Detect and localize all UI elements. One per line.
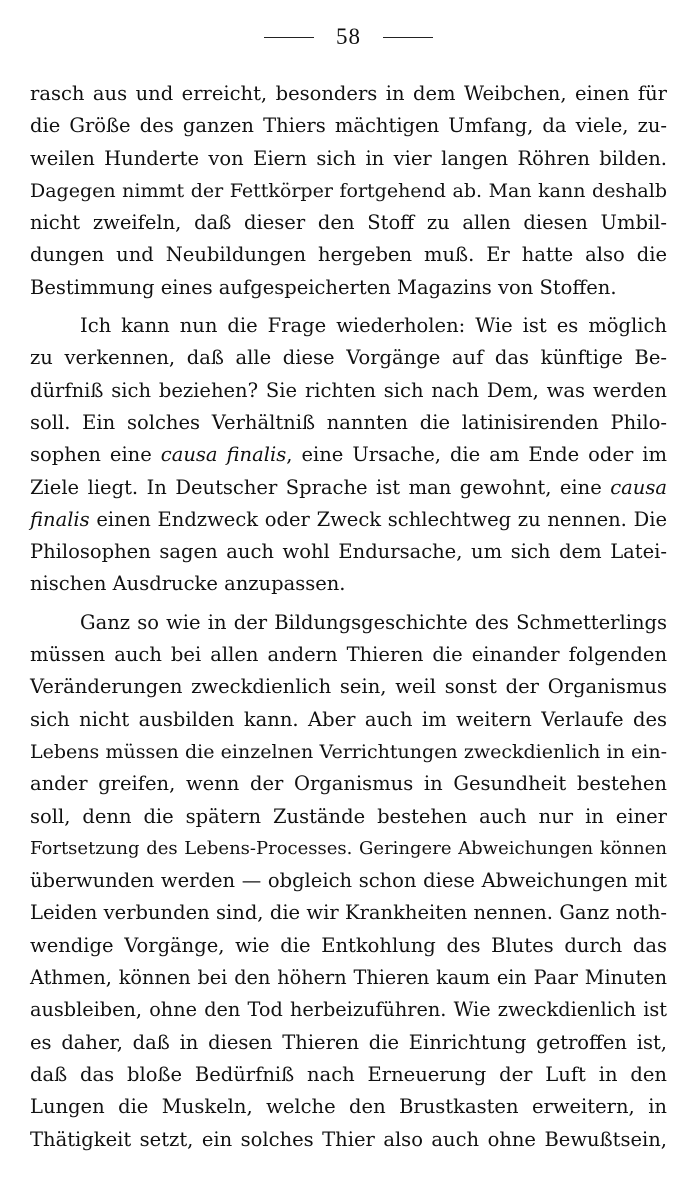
text-line-mixed <box>30 504 667 536</box>
text-line: überwunden werden — obgleich schon diese Abweichungen mit <box>30 869 667 893</box>
text-line: daß das bloße Bedürfniß nach Erneuerung der Luft in den <box>30 1062 667 1086</box>
body-text <box>30 78 667 1156</box>
page-header <box>0 22 697 52</box>
latin-term: finalis <box>30 507 90 531</box>
text-line: ander greifen, wenn der Organismus in Gesundheit bestehen <box>30 772 667 796</box>
header-rule-left <box>264 37 314 38</box>
text-line: soll. Ein solches Verhältniß nannten die latinisirenden Philo- <box>30 410 667 434</box>
text-line: Veränderungen zweckdienlich sein, weil sonst der Organismus <box>30 675 667 699</box>
text-line: Philosophen sagen auch wohl Endursache, um sich dem Latei- <box>30 540 667 564</box>
text-segment: Ziele liegt. In Deutscher Sprache ist man gewohnt, eine <box>30 475 611 499</box>
text-line: dürfniß sich beziehen? Sie richten sich nach Dem, was werden <box>30 378 667 402</box>
text-line: die Größe des ganzen Thiers mächtigen Umfang, da viele, zu- <box>30 114 667 138</box>
text-line: Lungen die Muskeln, welche den Brustkasten erweitern, in <box>30 1095 667 1119</box>
text-line: nischen Ausdrucke anzupassen. <box>30 572 346 596</box>
text-line: weilen Hunderte von Eiern sich in vier langen Röhren bilden. <box>30 146 667 170</box>
paragraph-1 <box>30 78 667 304</box>
text-line: rasch aus und erreicht, besonders in dem Weibchen, einen für <box>30 82 667 105</box>
latin-term: causa finalis <box>160 443 287 467</box>
text-line: müssen auch bei allen andern Thieren die einander folgenden <box>30 643 667 667</box>
text-line: Lebens müssen die einzelnen Verrichtungen zweckdienlich in ein- <box>30 740 667 763</box>
text-segment: sophen eine <box>30 443 161 467</box>
text-line: Dagegen nimmt der Fettkörper fortgehend ab. Man kann deshalb <box>30 179 667 202</box>
text-line: Athmen, können bei den höhern Thieren kaum ein Paar Minuten <box>30 966 667 990</box>
header-rule-right <box>383 37 433 38</box>
text-line: wendige Vorgänge, wie die Entkohlung des Blutes durch das <box>30 933 667 957</box>
text-line-mixed <box>30 472 667 504</box>
text-line: es daher, daß in diesen Thieren die Einrichtung getroffen ist, <box>30 1030 667 1054</box>
text-line: zu verkennen, daß alle diese Vorgänge auf das künftige Be- <box>30 346 667 370</box>
paragraph-2 <box>30 310 667 601</box>
text-line: ausbleiben, ohne den Tod herbeizuführen. Wie zweckdienlich ist <box>30 998 667 1022</box>
text-line: Ganz so wie in der Bildungsgeschichte des Schmetterlings <box>80 610 667 634</box>
text-line: dungen und Neubildungen hergeben muß. Er hatte also die <box>30 243 667 267</box>
text-line: Bestimmung eines aufgespeicherten Magazins von Stoffen. <box>30 275 617 299</box>
text-line: soll, denn die spätern Zustände bestehen auch nur in einer <box>30 804 667 828</box>
paragraph-3 <box>30 607 667 1156</box>
text-line: Thätigkeit setzt, ein solches Thier also auch ohne Bewußtsein, <box>30 1127 667 1151</box>
text-line: Ich kann nun die Frage wiederholen: Wie ist es möglich <box>80 314 667 338</box>
text-segment: einen Endzweck oder Zweck schlechtweg zu nennen. Die <box>89 507 667 531</box>
text-line-mixed <box>30 439 667 471</box>
text-line: sich nicht ausbilden kann. Aber auch im weitern Verlaufe des <box>30 707 667 731</box>
text-line: nicht zweifeln, daß dieser den Stoff zu allen diesen Umbil- <box>30 211 667 235</box>
text-segment: , eine Ursache, die am Ende oder im <box>286 443 668 467</box>
page-number: 58 <box>336 24 361 49</box>
text-line: Fortsetzung des Lebens-Processes. Geringere Abweichungen können <box>30 837 667 859</box>
latin-term: causa <box>610 475 667 499</box>
text-line: Leiden verbunden sind, die wir Krankheiten nennen. Ganz noth- <box>30 901 667 925</box>
